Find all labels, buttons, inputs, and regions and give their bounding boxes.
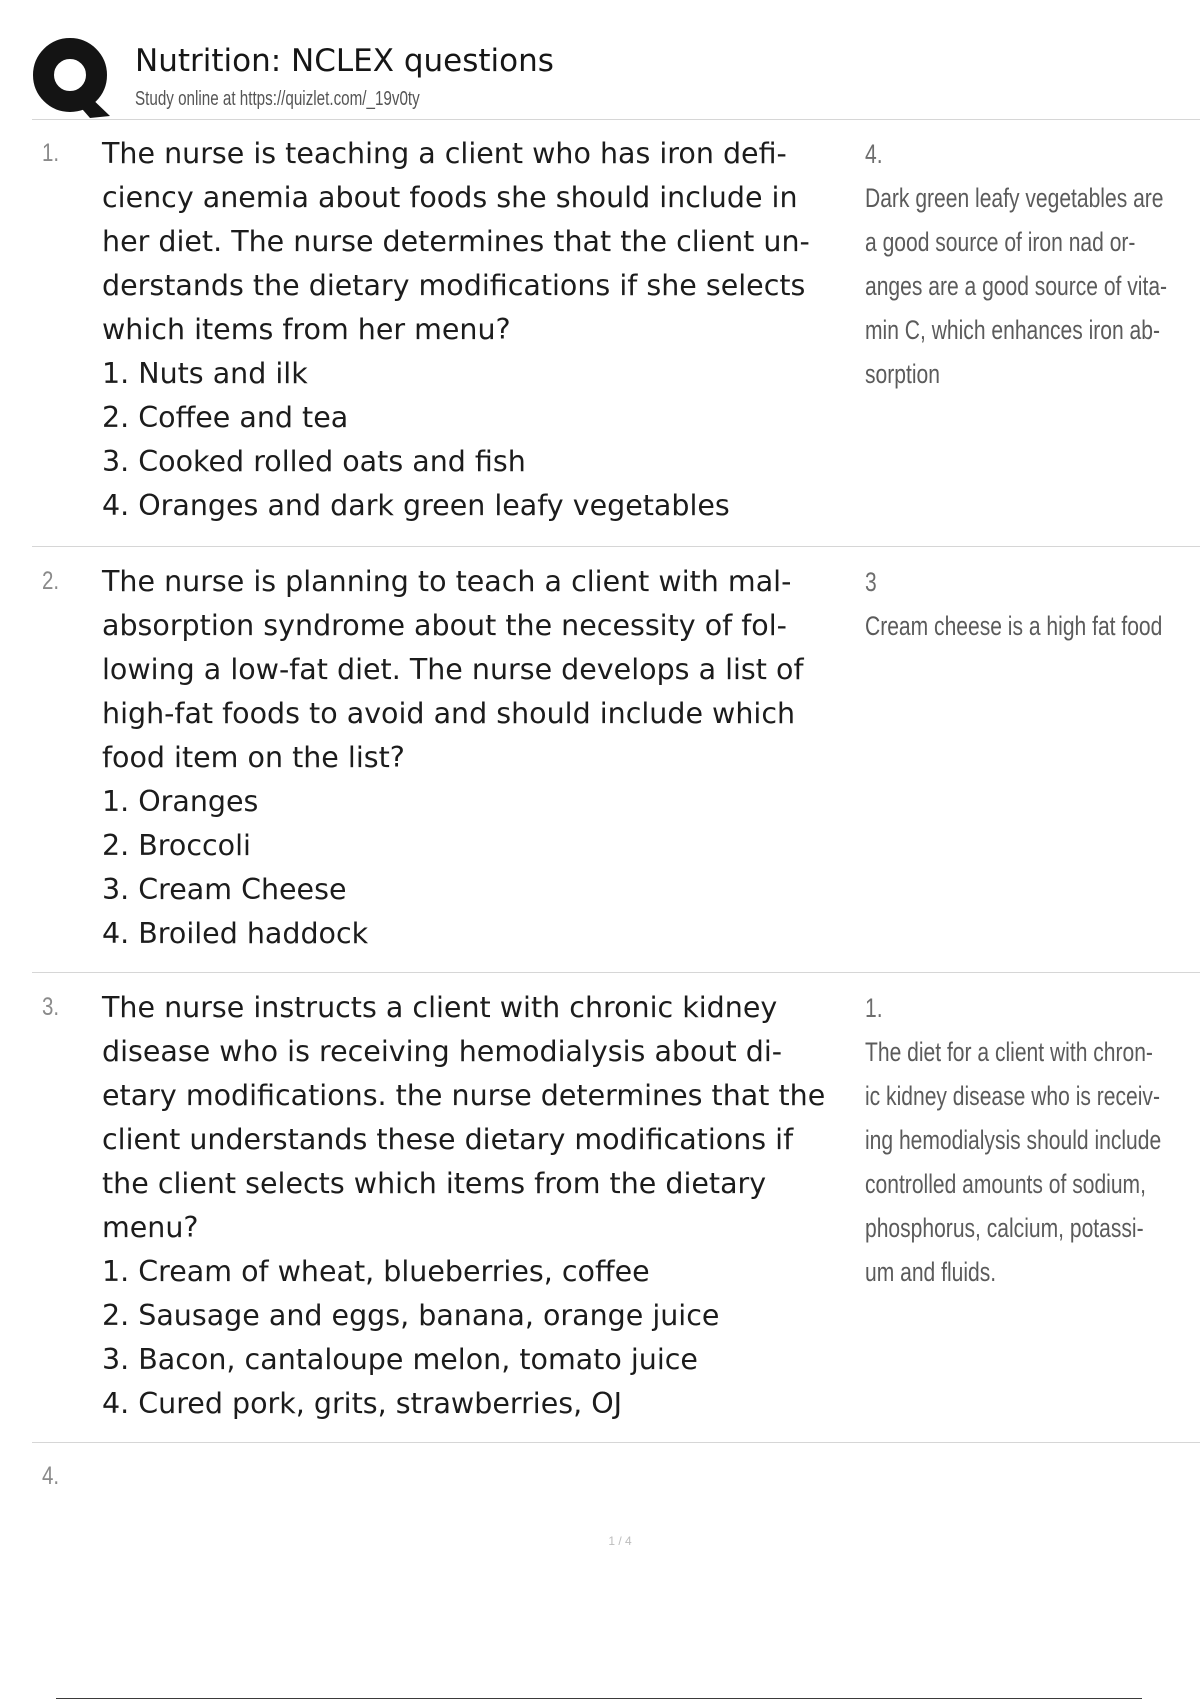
question-line: The nurse is teaching a client who has iron defi-: [102, 137, 787, 170]
option-4: 4. Cured pork, grits, strawberries, OJ: [102, 1387, 623, 1420]
card-divider: [32, 1442, 1200, 1443]
option-1: 1. Oranges: [102, 785, 259, 818]
answer-text: [865, 986, 1200, 1294]
question-line: menu?: [102, 1211, 199, 1244]
quizlet-logo-icon: [32, 38, 114, 118]
question-line: disease who is receiving hemodialysis about di-: [102, 1035, 783, 1068]
answer-line: controlled amounts of sodium,: [865, 1169, 1146, 1199]
answer-key: 4.: [865, 139, 883, 169]
question-line: lowing a low-fat diet. The nurse develops a list of: [102, 653, 804, 686]
card-divider: [32, 972, 1200, 973]
question-line: her diet. The nurse determines that the client un-: [102, 225, 810, 258]
option-3: 3. Bacon, cantaloupe melon, tomato juice: [102, 1343, 698, 1376]
question-line: client understands these dietary modifications if: [102, 1123, 794, 1156]
study-online-link-text: Study online at https://quizlet.com/_19v0ty: [135, 88, 420, 110]
question-line: absorption syndrome about the necessity of fol-: [102, 609, 787, 642]
answer-text: [865, 560, 1200, 648]
option-4: 4. Oranges and dark green leafy vegetables: [102, 489, 730, 522]
question-text: [102, 132, 882, 528]
document-title: Nutrition: NCLEX questions: [135, 43, 554, 79]
answer-key: 1.: [865, 993, 883, 1023]
question-line: food item on the list?: [102, 741, 405, 774]
card-number: 2.: [42, 567, 60, 595]
option-1: 1. Cream of wheat, blueberries, coffee: [102, 1255, 650, 1288]
question-line: high-fat foods to avoid and should include which: [102, 697, 796, 730]
card-number: 3.: [42, 993, 60, 1021]
option-4: 4. Broiled haddock: [102, 917, 369, 950]
card-divider: [32, 546, 1200, 547]
question-line: which items from her menu?: [102, 313, 511, 346]
option-2: 2. Coffee and tea: [102, 401, 349, 434]
answer-line: phosphorus, calcium, potassi-: [865, 1213, 1144, 1243]
answer-line: Dark green leafy vegetables are: [865, 183, 1164, 213]
option-3: 3. Cream Cheese: [102, 873, 347, 906]
page-number: 1 / 4: [608, 1534, 632, 1548]
answer-line: ic kidney disease who is receiv-: [865, 1081, 1160, 1111]
question-text: [102, 560, 882, 956]
question-line: etary modifications. the nurse determines that the: [102, 1079, 826, 1112]
answer-line: min C, which enhances iron ab-: [865, 315, 1160, 345]
question-line: derstands the dietary modifications if she selects: [102, 269, 806, 302]
page-header: [32, 38, 1200, 120]
card-number: 1.: [42, 139, 60, 167]
answer-line: anges are a good source of vita-: [865, 271, 1168, 301]
answer-key: 3: [865, 567, 877, 597]
question-line: the client selects which items from the dietary: [102, 1167, 767, 1200]
option-2: 2. Sausage and eggs, banana, orange juice: [102, 1299, 720, 1332]
option-3: 3. Cooked rolled oats and fish: [102, 445, 526, 478]
question-line: ciency anemia about foods she should include in: [102, 181, 798, 214]
question-text: [102, 986, 882, 1426]
answer-line: ing hemodialysis should include: [865, 1125, 1162, 1155]
question-line: The nurse is planning to teach a client with mal-: [102, 565, 792, 598]
answer-line: um and fluids.: [865, 1257, 997, 1287]
option-2: 2. Broccoli: [102, 829, 251, 862]
answer-line: sorption: [865, 359, 940, 389]
header-divider: [32, 119, 1200, 120]
question-line: The nurse instructs a client with chronic kidney: [102, 991, 778, 1024]
option-1: 1. Nuts and ilk: [102, 357, 308, 390]
bottom-edge-line: [56, 1698, 1142, 1699]
answer-line: Cream cheese is a high fat food: [865, 611, 1163, 641]
answer-line: The diet for a client with chron-: [865, 1037, 1153, 1067]
answer-text: [865, 132, 1200, 396]
card-number: 4.: [42, 1462, 60, 1490]
answer-line: a good source of iron nad or-: [865, 227, 1136, 257]
